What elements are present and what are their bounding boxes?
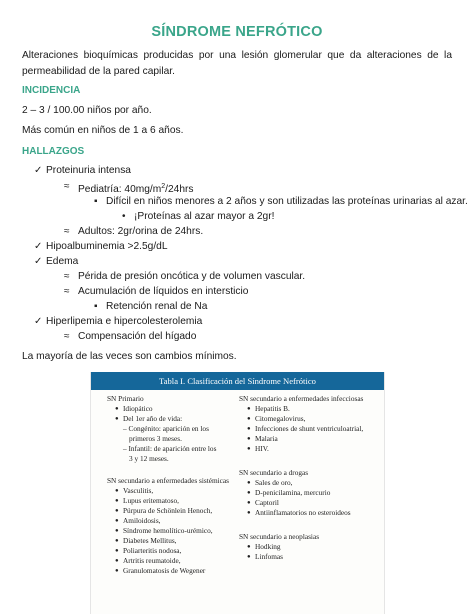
table-header: Tabla I. Clasificación del Síndrome Nefrótico	[91, 372, 384, 390]
classification-table	[90, 372, 385, 614]
bullet-icon: ●	[247, 510, 251, 516]
square-bullet-icon: ▪	[94, 301, 98, 312]
bullet-icon: ●	[247, 544, 251, 550]
pediatria-superscript: 2	[161, 183, 166, 190]
conclusion-text: La mayoría de las veces son cambios mínimos.	[22, 351, 237, 362]
drogas-item: D-penicilamina, mercurio	[255, 488, 331, 497]
ler-anio-item: Del 1er año de vida:	[123, 414, 183, 423]
neoplasias-title: SN secundario a neoplasias	[239, 532, 320, 541]
bullet-icon: ●	[247, 406, 251, 412]
approx-bullet-icon: ≈	[64, 181, 70, 192]
sistemicas-item: Diabetes Mellitus,	[123, 536, 177, 545]
infecciosas-item: Malaria	[255, 434, 278, 443]
bullet-icon: ●	[115, 538, 119, 544]
bullet-icon: ●	[247, 554, 251, 560]
infantil-line-2: 3 y 12 meses.	[129, 454, 169, 463]
checkmark-icon: ✓	[34, 256, 43, 267]
item-presion: Périda de presión oncótica y de volumen vascular.	[78, 271, 306, 282]
idiopatico-item: Idiopático	[123, 404, 153, 413]
neoplasias-item: Linfomas	[255, 552, 283, 561]
item-proteinuria: Proteinuria intensa	[46, 165, 131, 176]
item-adultos: Adultos: 2gr/orina de 24hrs.	[78, 226, 204, 237]
item-hiperlipemia: Hiperlipemia e hipercolesterolemia	[46, 316, 203, 327]
checkmark-icon: ✓	[34, 165, 43, 176]
sistemicas-title: SN secundario a enfermedades sistémicas	[107, 476, 229, 485]
hallazgos-heading: HALLAZGOS	[22, 146, 85, 157]
sistemicas-item: Granulomatosis de Wegener	[123, 566, 206, 575]
sistemicas-item: Artritis reumatoide,	[123, 556, 181, 565]
item-acumulacion: Acumulación de líquidos en intersticio	[78, 286, 249, 297]
square-bullet-icon: ▪	[94, 196, 98, 207]
item-hipoalbuminemia: Hipoalbuminemia >2.5g/dL	[46, 241, 168, 252]
bullet-icon: ●	[247, 490, 251, 496]
dot-bullet-icon: •	[122, 211, 126, 222]
bullet-icon: ●	[115, 568, 119, 574]
item-dificil: Difícil en niños menores a 2 años y son utilizadas las proteínas urinarias al azar.	[106, 196, 468, 207]
neoplasias-item: Hodking	[255, 542, 281, 551]
sistemicas-item: Púrpura de Schönlein Henoch,	[123, 506, 213, 515]
item-azar: ¡Proteínas al azar mayor a 2gr!	[134, 211, 275, 222]
bullet-icon: ●	[115, 558, 119, 564]
bullet-icon: ●	[115, 416, 119, 422]
bullet-icon: ●	[247, 480, 251, 486]
bullet-icon: ●	[115, 498, 119, 504]
approx-bullet-icon: ≈	[64, 226, 70, 237]
primario-title: SN Primario	[107, 394, 144, 403]
approx-bullet-icon: ≈	[64, 271, 70, 282]
bullet-icon: ●	[247, 436, 251, 442]
sistemicas-item: Lupus eritematoso,	[123, 496, 179, 505]
drogas-item: Captoril	[255, 498, 279, 507]
incidencia-line-1: 2 – 3 / 100.00 niños por año.	[22, 105, 152, 116]
bullet-icon: ●	[247, 500, 251, 506]
checkmark-icon: ✓	[34, 316, 43, 327]
sistemicas-item: Amiloidosis,	[123, 516, 161, 525]
bullet-icon: ●	[115, 528, 119, 534]
bullet-icon: ●	[115, 548, 119, 554]
congenito-line-1: – Congénito: aparición en los	[123, 424, 209, 433]
sistemicas-item: Vasculitis,	[123, 486, 154, 495]
drogas-item: Antiinflamatorios no esteroideos	[255, 508, 351, 517]
item-compensacion: Compensación del hígado	[78, 331, 197, 342]
infecciosas-title: SN secundario a enfermedades infecciosas	[239, 394, 364, 403]
item-retencion: Retención renal de Na	[106, 301, 208, 312]
sistemicas-item: Síndrome hemolítico-urémico,	[123, 526, 213, 535]
pediatria-text: Pediatría: 40mg/m	[78, 184, 162, 195]
approx-bullet-icon: ≈	[64, 331, 70, 342]
congenito-line-2: primeros 3 meses.	[129, 434, 182, 443]
incidencia-heading: INCIDENCIA	[22, 85, 81, 96]
infecciosas-item: Hepatitis B.	[255, 404, 290, 413]
checkmark-icon: ✓	[34, 241, 43, 252]
infecciosas-item: Citomegalovirus,	[255, 414, 306, 423]
drogas-item: Sales de oro,	[255, 478, 293, 487]
bullet-icon: ●	[115, 406, 119, 412]
infantil-line-1: – Infantil: de aparición entre los	[123, 444, 217, 453]
item-edema: Edema	[46, 256, 79, 267]
incidencia-line-2: Más común en niños de 1 a 6 años.	[22, 125, 184, 136]
page-title: SÍNDROME NEFRÓTICO	[151, 24, 323, 40]
infecciosas-item: HIV.	[255, 444, 269, 453]
bullet-icon: ●	[247, 446, 251, 452]
bullet-icon: ●	[115, 508, 119, 514]
sistemicas-item: Poliarteritis nodosa,	[123, 546, 182, 555]
bullet-icon: ●	[247, 426, 251, 432]
bullet-icon: ●	[115, 488, 119, 494]
bullet-icon: ●	[115, 518, 119, 524]
bullet-icon: ●	[247, 416, 251, 422]
infecciosas-item: Infecciones de shunt ventriculoatrial,	[255, 424, 364, 433]
intro-paragraph: Alteraciones bioquímicas producidas por una lesión glomerular que da alteraciones de la permeabilidad de la pared capilar.	[22, 50, 452, 77]
drogas-title: SN secundario a drogas	[239, 468, 309, 477]
approx-bullet-icon: ≈	[64, 286, 70, 297]
pediatria-suffix: /24hrs	[165, 184, 194, 195]
